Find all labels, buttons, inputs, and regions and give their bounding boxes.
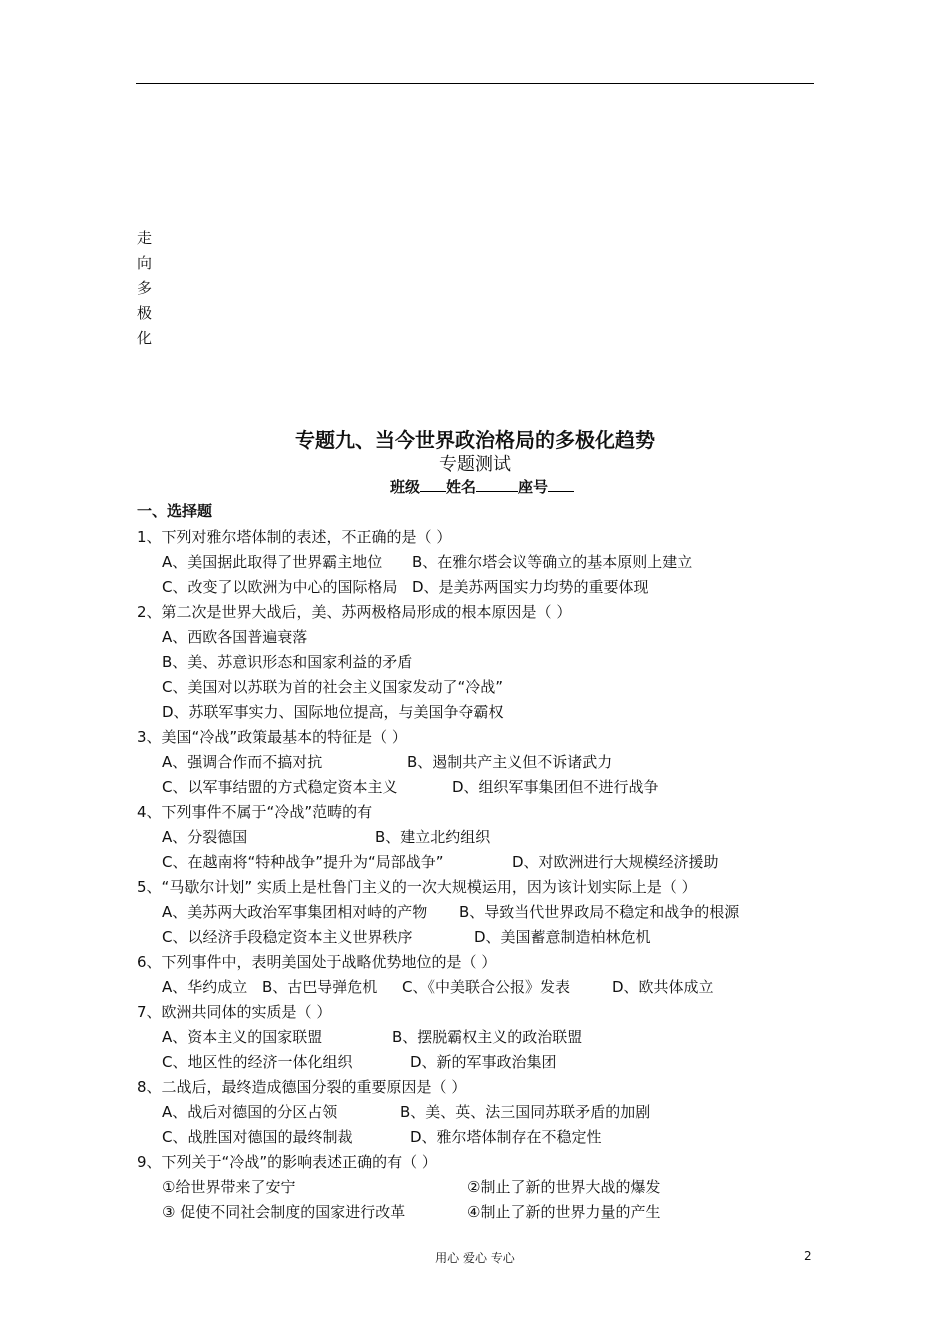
- answer-option[interactable]: B、古巴导弹危机: [262, 978, 378, 996]
- answer-option[interactable]: C、以军事结盟的方式稳定资本主义: [162, 778, 398, 796]
- answer-option[interactable]: A、美苏两大政治军事集团相对峙的产物: [162, 903, 428, 921]
- option-row: [137, 925, 837, 950]
- question-stem: 2、第二次是世界大战后，美、苏两极格局形成的根本原因是（ ）: [137, 603, 572, 621]
- answer-option[interactable]: B、摆脱霸权主义的政治联盟: [392, 1028, 583, 1046]
- side-title-char: 走: [137, 229, 153, 247]
- option-row: [137, 575, 837, 600]
- answer-option[interactable]: ①给世界带来了安宁: [162, 1178, 296, 1196]
- option-row: [137, 700, 837, 725]
- answer-option[interactable]: B、导致当代世界政局不稳定和战争的根源: [459, 903, 740, 921]
- header-rule: [136, 83, 814, 84]
- answer-option[interactable]: C、以经济手段稳定资本主义世界秩序: [162, 928, 413, 946]
- answer-option[interactable]: C、改变了以欧洲为中心的国际格局: [162, 578, 398, 596]
- question-stem: 8、二战后，最终造成德国分裂的重要原因是（ ）: [137, 1078, 467, 1096]
- answer-option[interactable]: A、资本主义的国家联盟: [162, 1028, 323, 1046]
- answer-option[interactable]: D、新的军事政治集团: [410, 1053, 557, 1071]
- answer-option[interactable]: B、遏制共产主义但不诉诸武力: [407, 753, 613, 771]
- question-list: [137, 525, 837, 1225]
- seat-label: 座号: [518, 478, 549, 496]
- answer-option[interactable]: D、雅尔塔体制存在不稳定性: [410, 1128, 602, 1146]
- answer-option[interactable]: D、美国蓄意制造柏林危机: [474, 928, 651, 946]
- option-row: [137, 775, 837, 800]
- answer-option[interactable]: A、强调合作而不搞对抗: [162, 753, 323, 771]
- option-row: [137, 1200, 837, 1225]
- side-title-char: 多: [137, 279, 153, 297]
- answer-option[interactable]: A、华约成立: [162, 978, 248, 996]
- question-stem: 5、“马歇尔计划” 实质上是杜鲁门主义的一次大规模运用，因为该计划实际上是（ ）: [137, 878, 697, 896]
- seat-blank[interactable]: [548, 477, 574, 492]
- student-info: [390, 476, 574, 497]
- question-stem: 4、下列事件不属于“冷战”范畴的有: [137, 803, 373, 821]
- answer-option[interactable]: A、分裂德国: [162, 828, 248, 846]
- answer-option[interactable]: D、是美苏两国实力均势的重要体现: [412, 578, 649, 596]
- question-stem: 1、下列对雅尔塔体制的表述，不正确的是（ ）: [137, 528, 452, 546]
- option-row: [137, 650, 837, 675]
- answer-option[interactable]: C、战胜国对德国的最终制裁: [162, 1128, 353, 1146]
- answer-option[interactable]: B、在雅尔塔会议等确立的基本原则上建立: [412, 553, 693, 571]
- question-stem: 3、美国“冷战”政策最基本的特征是（ ）: [137, 728, 407, 746]
- side-title-char: 化: [137, 329, 153, 347]
- answer-option[interactable]: ②制止了新的世界大战的爆发: [467, 1178, 661, 1196]
- footer-text: 用心 爱心 专心: [435, 1251, 515, 1265]
- question-stem: 9、下列关于“冷战”的影响表述正确的有（ ）: [137, 1153, 437, 1171]
- answer-option[interactable]: A、战后对德国的分区占领: [162, 1103, 338, 1121]
- class-blank[interactable]: [420, 477, 446, 492]
- answer-option[interactable]: ③ 促使不同社会制度的国家进行改革: [162, 1203, 406, 1221]
- answer-option[interactable]: C、《中美联合公报》发表: [402, 978, 570, 996]
- option-row: [137, 1125, 837, 1150]
- option-row: [137, 675, 837, 700]
- question-stem: 6、下列事件中，表明美国处于战略优势地位的是（ ）: [137, 953, 497, 971]
- page-number: 2: [804, 1249, 812, 1263]
- answer-option[interactable]: B、建立北约组织: [375, 828, 491, 846]
- question-stem: 7、欧洲共同体的实质是（ ）: [137, 1003, 332, 1021]
- answer-option[interactable]: D、对欧洲进行大规模经济援助: [512, 853, 719, 871]
- section-heading: 一、选择题: [137, 502, 213, 520]
- option-row: [137, 1100, 837, 1125]
- page-subtitle: 专题测试: [439, 454, 511, 475]
- answer-option[interactable]: D、苏联军事实力、国际地位提高，与美国争夺霸权: [162, 703, 504, 721]
- option-row: [137, 850, 837, 875]
- answer-option[interactable]: D、组织军事集团但不进行战争: [452, 778, 659, 796]
- answer-option[interactable]: C、美国对以苏联为首的社会主义国家发动了“冷战”: [162, 678, 504, 696]
- option-row: [137, 825, 837, 850]
- page-title: 专题九、当今世界政治格局的多极化趋势: [295, 428, 655, 452]
- answer-option[interactable]: C、在越南将“特种战争”提升为“局部战争”: [162, 853, 444, 871]
- option-row: [137, 975, 837, 1000]
- answer-option[interactable]: ④制止了新的世界力量的产生: [467, 1203, 661, 1221]
- name-blank[interactable]: [476, 477, 518, 492]
- class-label: 班级: [390, 478, 421, 496]
- answer-option[interactable]: C、地区性的经济一体化组织: [162, 1053, 353, 1071]
- answer-option[interactable]: D、欧共体成立: [612, 978, 714, 996]
- side-title-char: 向: [137, 254, 153, 272]
- option-row: [137, 750, 837, 775]
- option-row: [137, 1175, 837, 1200]
- option-row: [137, 1025, 837, 1050]
- name-label: 姓名: [446, 478, 477, 496]
- answer-option[interactable]: B、美、英、法三国同苏联矛盾的加剧: [400, 1103, 651, 1121]
- side-title-char: 极: [137, 304, 153, 322]
- option-row: [137, 900, 837, 925]
- answer-option[interactable]: A、西欧各国普遍衰落: [162, 628, 308, 646]
- option-row: [137, 550, 837, 575]
- answer-option[interactable]: A、美国据此取得了世界霸主地位: [162, 553, 383, 571]
- option-row: [137, 1050, 837, 1075]
- option-row: [137, 625, 837, 650]
- side-title: [137, 226, 157, 351]
- answer-option[interactable]: B、美、苏意识形态和国家利益的矛盾: [162, 653, 413, 671]
